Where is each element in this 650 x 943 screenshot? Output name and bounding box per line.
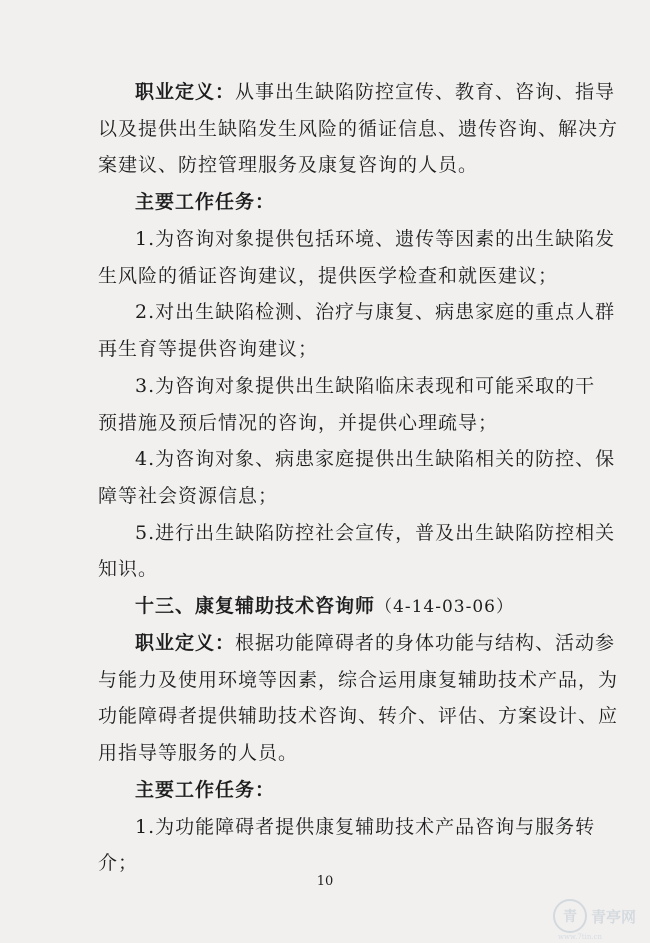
text-line: 5.进行出生缺陷防控社会宣传，普及出生缺陷防控相关 (135, 522, 616, 544)
watermark-logo-icon: 青 (553, 899, 587, 933)
section-heading: 十三、康复辅助技术咨询师（4-14-03-06） (135, 595, 514, 617)
text-line: 案建议、防控管理服务及康复咨询的人员。 (98, 154, 479, 176)
occupation-code: （4-14-03-06） (375, 597, 514, 617)
text-line: 生风险的循证咨询建议，提供医学检查和就医建议； (98, 265, 559, 287)
field-label: 职业定义： (135, 81, 236, 103)
field-label: 职业定义： (135, 632, 236, 654)
text-line: 介； (98, 852, 139, 874)
text-line: 用指导等服务的人员。 (98, 742, 299, 764)
section-label: 主要工作任务： (135, 191, 276, 213)
watermark-text: 青亭网 (590, 907, 636, 926)
text-line: 障等社会资源信息； (98, 485, 279, 507)
text-line: 3.为咨询对象提供出生缺陷临床表现和可能采取的干 (135, 375, 596, 397)
text-line: 与能力及使用环境等因素，综合运用康复辅助技术产品，为 (98, 669, 619, 691)
watermark (553, 899, 636, 933)
text-line: 职业定义：从事出生缺陷防控宣传、教育、咨询、指导 (135, 81, 616, 103)
section-label: 主要工作任务： (135, 779, 276, 801)
text-line: 知识。 (98, 558, 159, 580)
text-line: 以及提供出生缺陷发生风险的循证信息、遗传咨询、解决方 (98, 118, 619, 140)
text-line: 功能障碍者提供辅助技术咨询、转介、评估、方案设计、应 (98, 705, 619, 727)
text-line: 4.为咨询对象、病患家庭提供出生缺陷相关的防控、保 (135, 448, 616, 470)
text-line: 预措施及预后情况的咨询，并提供心理疏导； (98, 412, 499, 434)
watermark-url: www.7tin.cn (557, 933, 602, 941)
text-line: 再生育等提供咨询建议； (98, 338, 319, 360)
text-line: 2.对出生缺陷检测、治疗与康复、病患家庭的重点人群 (135, 301, 616, 323)
text-line: 1.为功能障碍者提供康复辅助技术产品咨询与服务转 (135, 816, 596, 838)
text-line: 职业定义：根据功能障碍者的身体功能与结构、活动参 (135, 632, 616, 654)
text-line: 1.为咨询对象提供包括环境、遗传等因素的出生缺陷发 (135, 228, 616, 250)
page-number: 10 (316, 874, 334, 889)
